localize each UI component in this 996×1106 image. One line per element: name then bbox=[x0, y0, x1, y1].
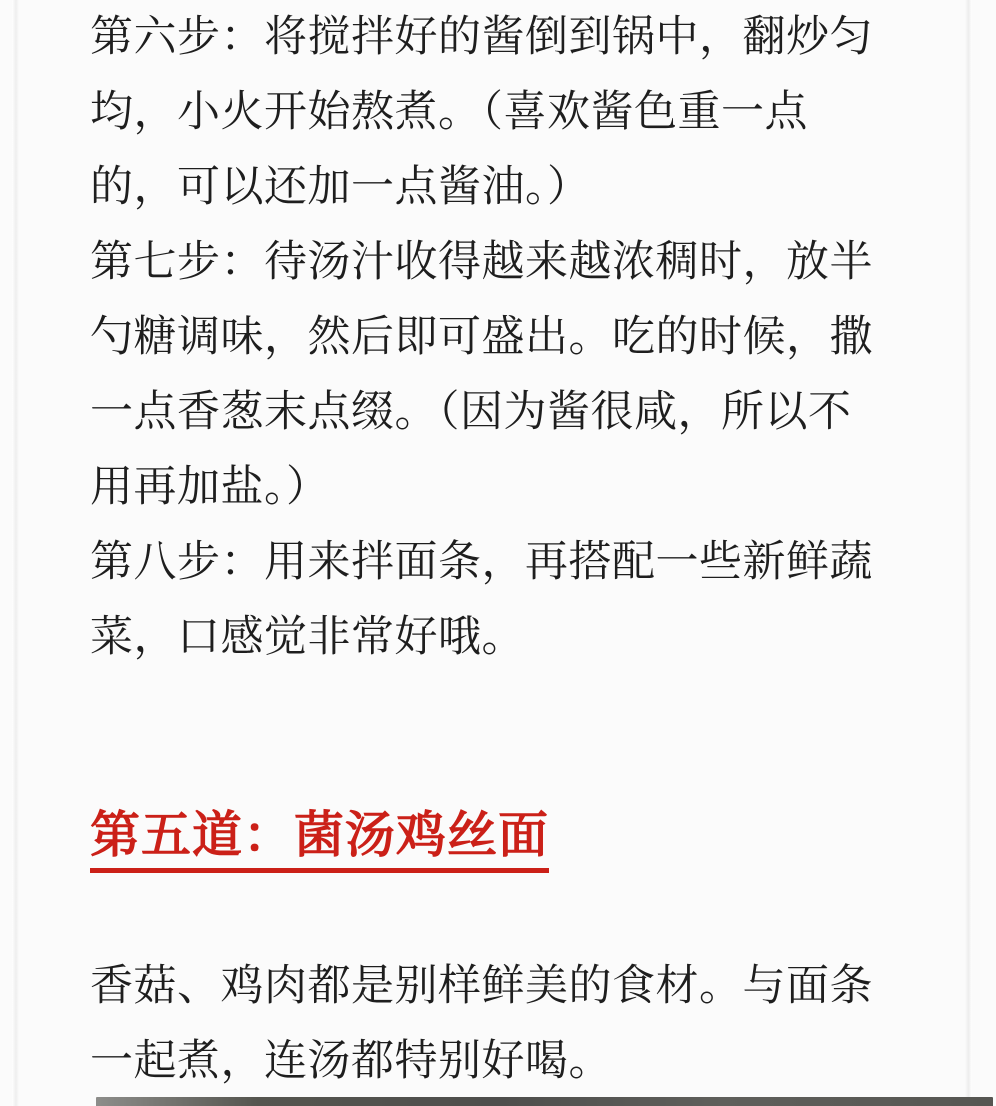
article-body bbox=[90, 0, 936, 1099]
text-line: 一点香葱末点缀。（因为酱很咸，所以不 bbox=[90, 388, 852, 436]
text-line: 第八步：用来拌面条，再搭配一些新鲜蔬 bbox=[90, 538, 873, 586]
paragraph-step6 bbox=[90, 0, 936, 225]
text-line: 用再加盐。） bbox=[90, 463, 330, 511]
text-line: 一起煮，连汤都特别好喝。 bbox=[90, 1037, 612, 1085]
text-line: 第六步：将搅拌好的酱倒到锅中，翻炒匀 bbox=[90, 13, 873, 61]
photo-top-edge bbox=[96, 1097, 993, 1106]
text-line: 香菇、鸡肉都是别样鲜美的食材。与面条 bbox=[90, 962, 873, 1010]
text-line: 勺糖调味，然后即可盛出。吃的时候，撒 bbox=[90, 313, 873, 361]
section-heading: 第五道：菌汤鸡丝面 bbox=[90, 807, 549, 873]
left-page-seam bbox=[12, 0, 19, 1106]
paragraph-dish-intro bbox=[90, 949, 936, 1099]
text-line: 第七步：待汤汁收得越来越浓稠时，放半 bbox=[90, 238, 873, 286]
text-line: 菜，口感觉非常好哦。 bbox=[90, 613, 525, 661]
text-line: 均，小火开始熬煮。（喜欢酱色重一点 bbox=[90, 88, 808, 136]
paragraph-step7 bbox=[90, 225, 936, 525]
right-page-seam bbox=[965, 0, 972, 1106]
paragraph-step8 bbox=[90, 525, 936, 675]
section-heading-row bbox=[90, 807, 936, 877]
text-line: 的，可以还加一点酱油。） bbox=[90, 163, 591, 211]
